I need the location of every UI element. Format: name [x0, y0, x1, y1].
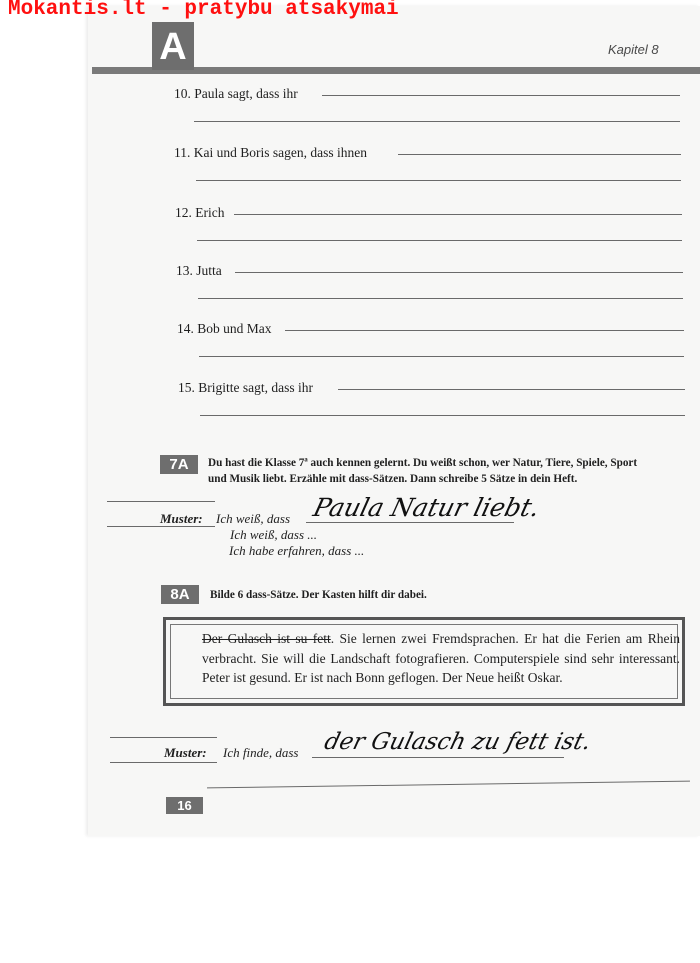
answer-line[interactable]: [338, 389, 685, 390]
answer-line[interactable]: [200, 415, 685, 416]
answer-line[interactable]: [235, 272, 683, 273]
answer-line[interactable]: [398, 154, 681, 155]
answer-line[interactable]: [197, 240, 682, 241]
unit-tab: A: [152, 22, 194, 70]
answer-line[interactable]: [322, 95, 680, 96]
chapter-label: Kapitel 8: [608, 42, 659, 57]
answer-line[interactable]: [196, 180, 681, 181]
exercise-label: 11. Kai und Boris sagen, dass ihnen: [174, 145, 367, 160]
task-badge-7a: 7A: [160, 455, 198, 474]
answer-line[interactable]: [306, 522, 514, 523]
task-7a-instruction-line1: Du hast die Klasse 7ª auch kennen gelernt. Du weißt schon, wer Natur, Tiere, Spiele, Sport: [208, 457, 638, 469]
struck-sentence: Der Gulasch ist su fett: [202, 631, 331, 646]
word-box-text: [202, 629, 680, 688]
exercise-label: 13. Jutta: [176, 263, 222, 278]
margin-line: [110, 762, 217, 763]
handwritten-answer-8a: der Gulasch zu fett ist.: [321, 729, 594, 755]
task-7a-instruction-line2: und Musik liebt. Erzähle mit dass-Sätzen. Dann schreibe 5 Sätze in dein Heft.: [208, 473, 578, 485]
task-badge-8a: 8A: [161, 585, 199, 604]
task-8a-instruction: Bilde 6 dass-Sätze. Der Kasten hilft dir dabei.: [210, 589, 427, 601]
box-sentences: . Sie lernen zwei Fremdsprachen. Er hat die Ferien am Rhein verbracht. Sie will die Landschaft fotografieren. Computerspiele sind sehr interessant. Peter ist gesund. Er ist nach Bonn geflogen. Der Neue heißt Oskar.: [202, 631, 680, 685]
exercise-label: 12. Erich: [175, 205, 225, 220]
workbook-page: [88, 6, 700, 836]
answer-line[interactable]: [285, 330, 684, 331]
handwritten-answer-7a: Paula Natur liebt.: [310, 493, 543, 522]
word-box: [163, 617, 685, 706]
example-sentence: Ich habe erfahren, dass ...: [229, 543, 365, 558]
muster-label: Muster:: [164, 745, 207, 760]
page-number: 16: [166, 797, 203, 814]
answer-line[interactable]: [234, 214, 682, 215]
watermark: Mokantis.lt - pratybu atsakymai: [8, 0, 399, 21]
answer-line[interactable]: [198, 298, 683, 299]
muster-text: Ich weiß, dass: [216, 511, 291, 526]
answer-line[interactable]: [199, 356, 684, 357]
exercise-label: 14. Bob und Max: [177, 321, 272, 336]
margin-line: [107, 501, 215, 502]
example-sentence: Ich weiß, dass ...: [230, 527, 318, 542]
exercise-label: 10. Paula sagt, dass ihr: [174, 86, 298, 101]
answer-line[interactable]: [312, 757, 564, 758]
muster-text: Ich finde, dass: [223, 745, 299, 760]
muster-label: Muster:: [160, 511, 203, 526]
task-7a-instruction: [208, 455, 693, 487]
answer-line[interactable]: [194, 121, 680, 122]
margin-line: [110, 737, 217, 738]
exercise-label: 15. Brigitte sagt, dass ihr: [178, 380, 313, 395]
